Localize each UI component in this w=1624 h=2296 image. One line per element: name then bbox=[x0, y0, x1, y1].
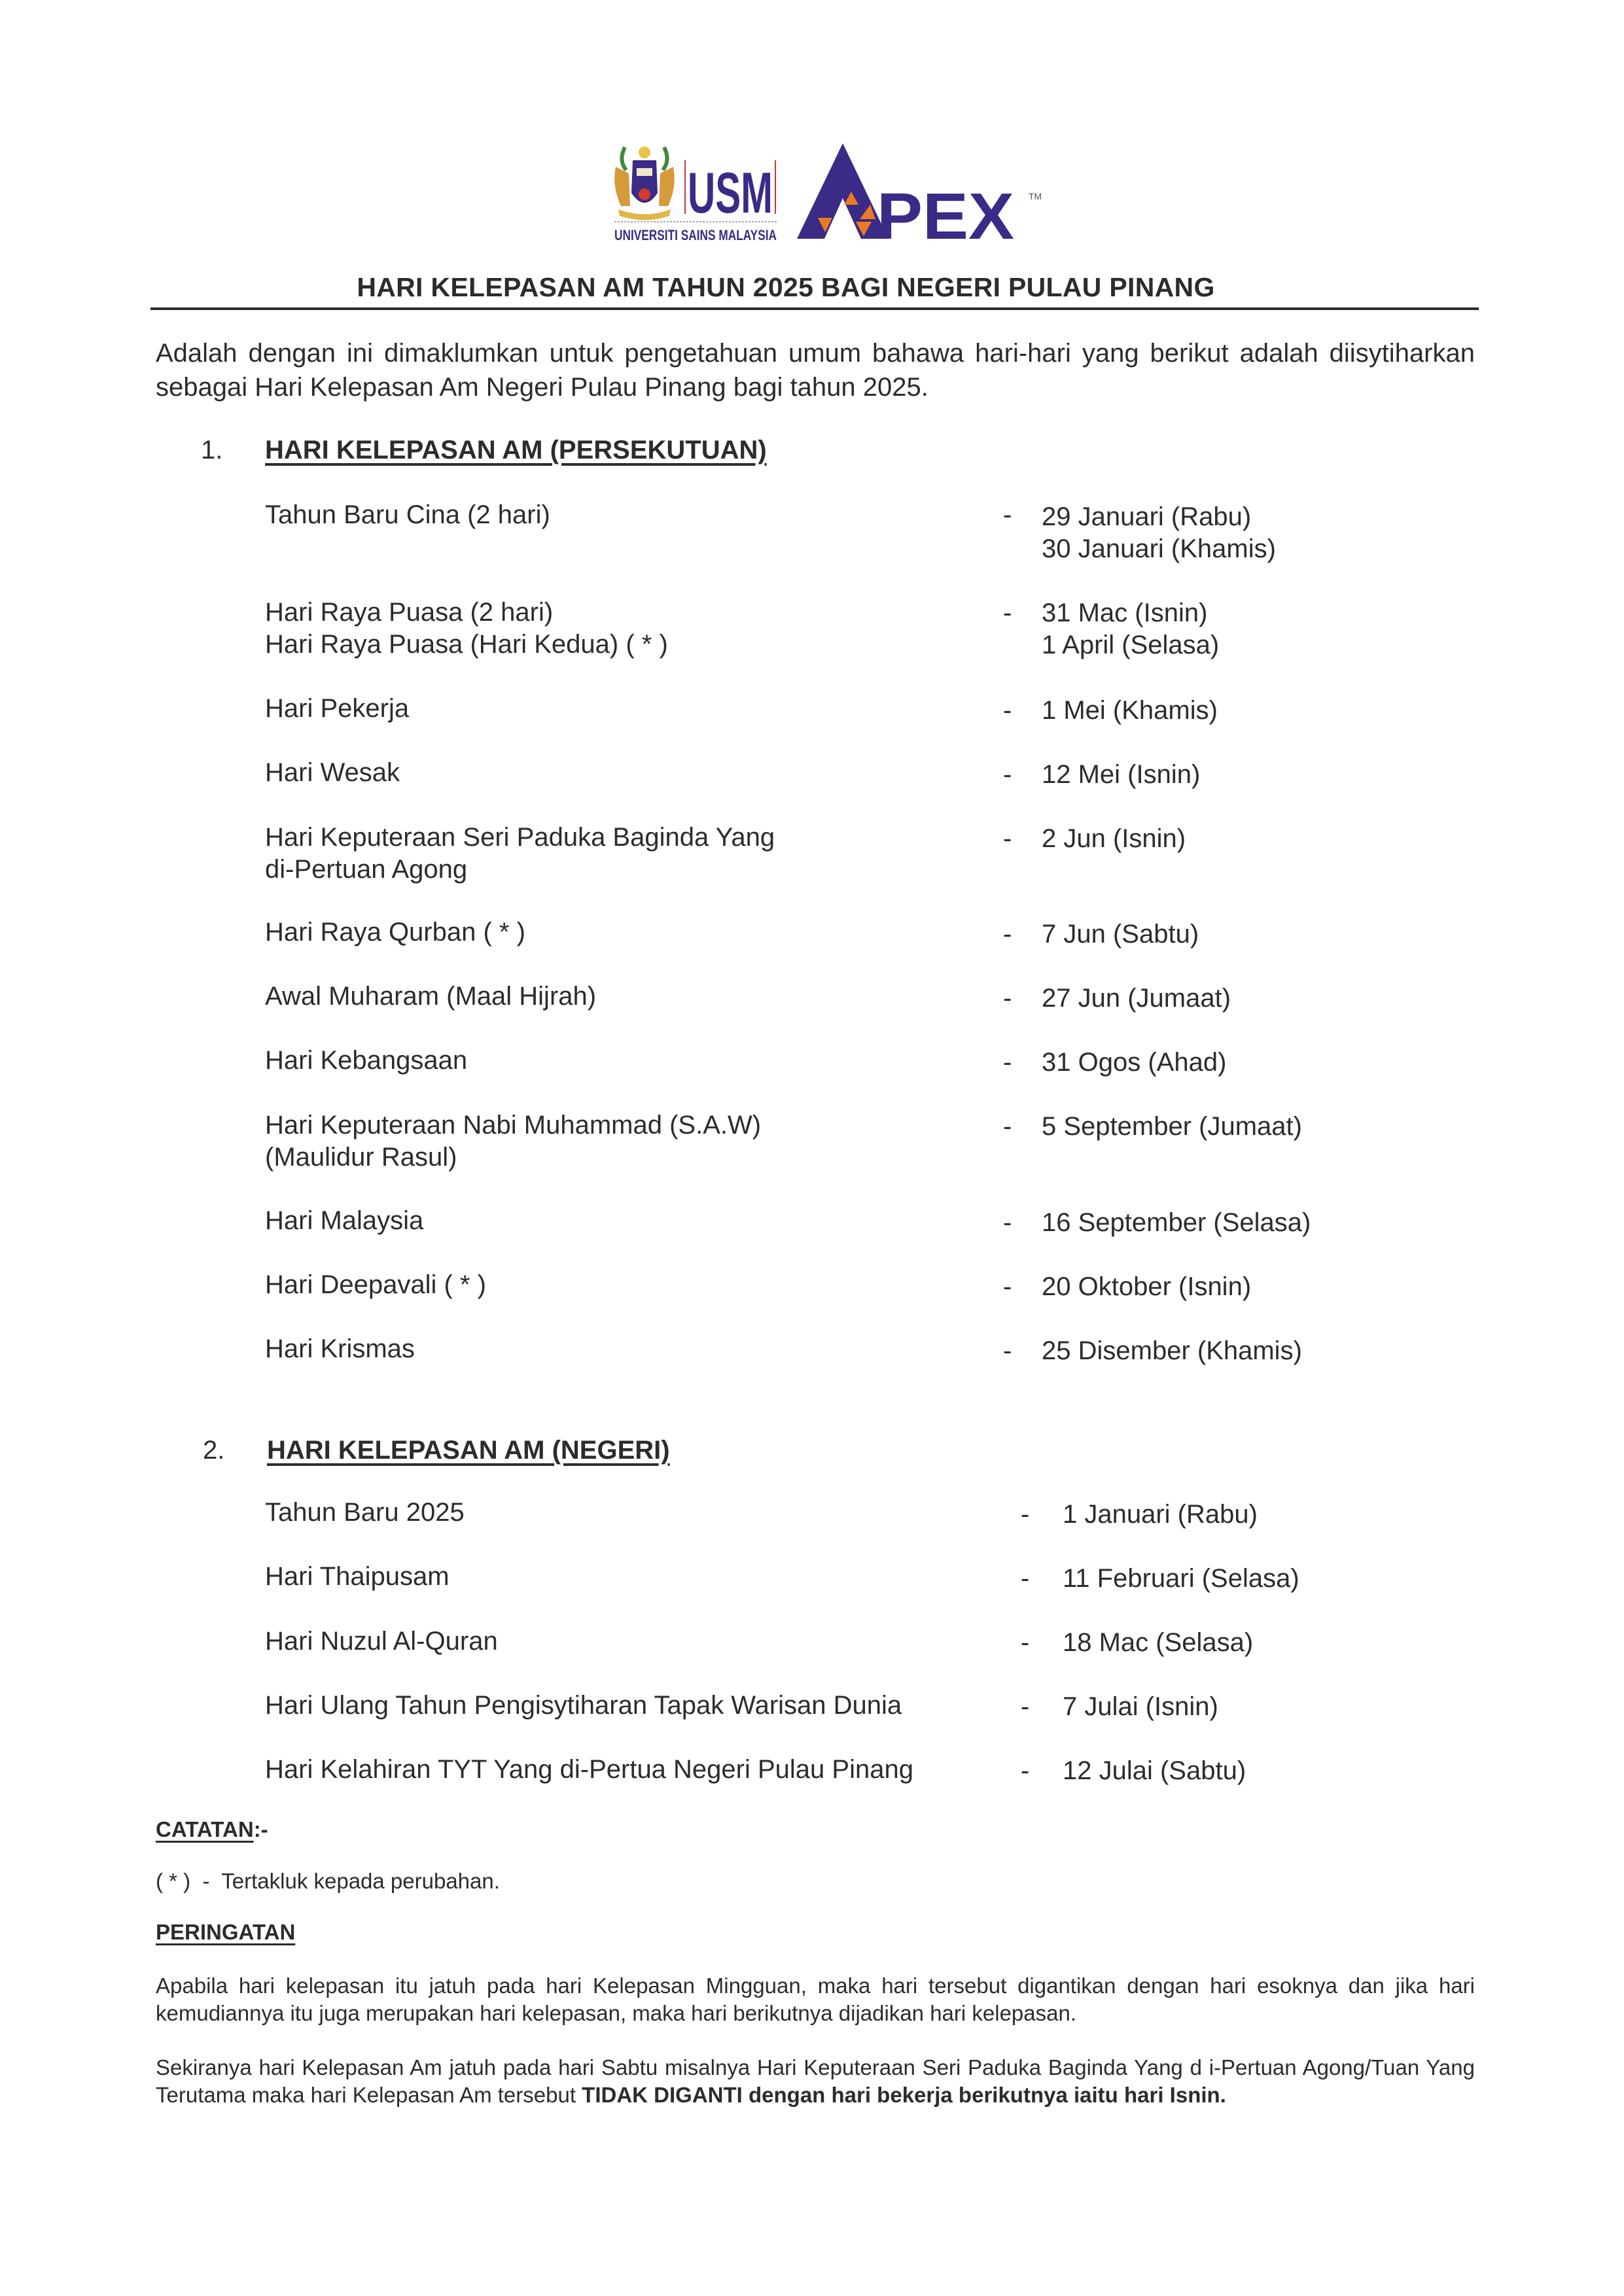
separator: - bbox=[1003, 1208, 1012, 1237]
separator: - bbox=[1021, 1564, 1030, 1593]
holiday-date: 27 Jun (Jumaat) bbox=[1042, 984, 1231, 1013]
holiday-name: Hari Malaysia bbox=[265, 1206, 424, 1235]
holiday-name: Hari Krismas bbox=[265, 1334, 415, 1363]
notes-heading-suffix: :- bbox=[253, 1817, 268, 1841]
section-heading: HARI KELEPASAN AM (NEGERI) bbox=[267, 1436, 670, 1465]
holiday-date: 12 Julai (Sabtu) bbox=[1063, 1756, 1246, 1785]
separator: - bbox=[1003, 824, 1012, 853]
holiday-date: 12 Mei (Isnin) bbox=[1042, 760, 1201, 789]
separator: - bbox=[1003, 984, 1012, 1013]
usm-subtitle: UNIVERSITI SAINS MALAYSIA bbox=[614, 227, 777, 243]
coat-of-arms-icon bbox=[612, 141, 782, 245]
reminder-paragraph-1: Apabila hari kelepasan itu jatuh pada hari Kelepasan Mingguan, maka hari tersebut digantikan dengan hari esoknya dan jika hari kemudiannya itu juga merupakan hari kelepasan, maka hari berikutnya dijadikan hari kelepasan. bbox=[156, 1974, 1475, 2025]
holiday-name: Hari Raya Qurban ( * ) bbox=[265, 918, 525, 947]
holiday-date: 1 April (Selasa) bbox=[1042, 631, 1220, 659]
section-number: 2. bbox=[203, 1436, 225, 1465]
holiday-name: Hari Pekerja bbox=[265, 694, 410, 723]
reminder-paragraph-2 bbox=[156, 2054, 1475, 2109]
holiday-date: 16 September (Selasa) bbox=[1042, 1208, 1311, 1237]
holiday-date: 29 Januari (Rabu) bbox=[1042, 502, 1252, 531]
title-divider bbox=[150, 307, 1479, 310]
reminder-paragraph-2-emphasis: TIDAK DIGANTI dengan hari bekerja berikutnya iaitu hari Isnin. bbox=[582, 2083, 1226, 2107]
holiday-name: Tahun Baru Cina (2 hari) bbox=[265, 500, 550, 529]
holiday-date: 30 Januari (Khamis) bbox=[1042, 534, 1276, 563]
separator: - bbox=[1003, 500, 1012, 529]
holiday-name: (Maulidur Rasul) bbox=[265, 1143, 457, 1172]
note-dash: - bbox=[202, 1869, 210, 1893]
holiday-name: Hari Raya Puasa (Hari Kedua) ( * ) bbox=[265, 630, 668, 659]
note-text: Tertakluk kepada perubahan. bbox=[221, 1869, 500, 1893]
holiday-date: 31 Mac (Isnin) bbox=[1042, 599, 1208, 627]
separator: - bbox=[1021, 1756, 1030, 1785]
holiday-name: Hari Keputeraan Nabi Muhammad (S.A.W) bbox=[265, 1111, 762, 1139]
holiday-date: 7 Jun (Sabtu) bbox=[1042, 920, 1199, 948]
holiday-name: Hari Deepavali ( * ) bbox=[265, 1270, 486, 1299]
holiday-date: 5 September (Jumaat) bbox=[1042, 1112, 1302, 1141]
holiday-name: Hari Kelahiran TYT Yang di-Pertua Negeri Pulau Pinang bbox=[265, 1755, 913, 1784]
holiday-date: 7 Julai (Isnin) bbox=[1063, 1692, 1218, 1721]
holiday-name: Hari Kebangsaan bbox=[265, 1046, 468, 1075]
separator: - bbox=[1003, 1272, 1012, 1301]
holiday-name: Tahun Baru 2025 bbox=[265, 1498, 465, 1527]
holiday-date: 1 Mei (Khamis) bbox=[1042, 696, 1218, 725]
separator: - bbox=[1021, 1500, 1030, 1529]
holiday-date: 31 Ogos (Ahad) bbox=[1042, 1048, 1227, 1077]
separator: - bbox=[1003, 1048, 1012, 1077]
section-heading: HARI KELEPASAN AM (PERSEKUTUAN) bbox=[265, 436, 767, 464]
apex-logo-mark bbox=[792, 141, 1047, 253]
holiday-date: 25 Disember (Khamis) bbox=[1042, 1336, 1302, 1365]
holiday-date: 11 Februari (Selasa) bbox=[1063, 1564, 1299, 1593]
holiday-name: Hari Keputeraan Seri Paduka Baginda Yang bbox=[265, 823, 775, 852]
holiday-date: 1 Januari (Rabu) bbox=[1063, 1500, 1258, 1529]
holiday-name: Hari Ulang Tahun Pengisytiharan Tapak Warisan Dunia bbox=[265, 1691, 902, 1720]
holiday-date: 2 Jun (Isnin) bbox=[1042, 824, 1186, 853]
separator: - bbox=[1003, 696, 1012, 725]
separator: - bbox=[1003, 599, 1012, 627]
note-marker: ( * ) bbox=[156, 1869, 191, 1893]
separator: - bbox=[1021, 1628, 1030, 1657]
holiday-date: 20 Oktober (Isnin) bbox=[1042, 1272, 1252, 1301]
notes-heading bbox=[156, 1817, 268, 1842]
holiday-date: 18 Mac (Selasa) bbox=[1063, 1628, 1254, 1657]
separator: - bbox=[1003, 1336, 1012, 1365]
holiday-name: Hari Nuzul Al-Quran bbox=[265, 1627, 498, 1656]
intro-paragraph: Adalah dengan ini dimaklumkan untuk pengetahuan umum bahawa hari-hari yang berikut adalah diisytiharkan sebagai Hari Kelepasan Am Negeri Pulau Pinang bagi tahun 2025. bbox=[156, 339, 1475, 402]
apex-wordmark: PEX bbox=[877, 180, 1014, 253]
holiday-name: di-Pertuan Agong bbox=[265, 855, 468, 884]
holiday-name: Hari Raya Puasa (2 hari) bbox=[265, 598, 554, 627]
apex-logo bbox=[792, 141, 1047, 253]
holiday-name: Hari Wesak bbox=[265, 758, 400, 787]
holiday-name: Awal Muharam (Maal Hijrah) bbox=[265, 982, 597, 1011]
separator: - bbox=[1003, 920, 1012, 948]
usm-logo bbox=[612, 141, 782, 245]
note-item bbox=[156, 1869, 500, 1894]
separator: - bbox=[1003, 1112, 1012, 1141]
section-number: 1. bbox=[201, 436, 223, 464]
reminder-heading bbox=[156, 1920, 295, 1945]
separator: - bbox=[1021, 1692, 1030, 1721]
holiday-name: Hari Thaipusam bbox=[265, 1562, 450, 1591]
notes-heading-text: CATATAN bbox=[156, 1817, 254, 1841]
trademark-mark: TM bbox=[1029, 191, 1042, 201]
separator: - bbox=[1003, 760, 1012, 789]
usm-wordmark: USM bbox=[688, 160, 773, 225]
page-title: HARI KELEPASAN AM TAHUN 2025 BAGI NEGERI PULAU PINANG bbox=[357, 272, 1215, 302]
reminder-heading-text: PERINGATAN bbox=[156, 1920, 296, 1944]
reminder-paragraph-2-text: Sekiranya hari Kelepasan Am jatuh pada hari Sabtu misalnya Hari Keputeraan Seri Paduka Baginda Yang d i-Pertuan Agong/Tuan Yang Terutama maka hari Kelepasan Am tersebut bbox=[156, 2055, 1475, 2107]
